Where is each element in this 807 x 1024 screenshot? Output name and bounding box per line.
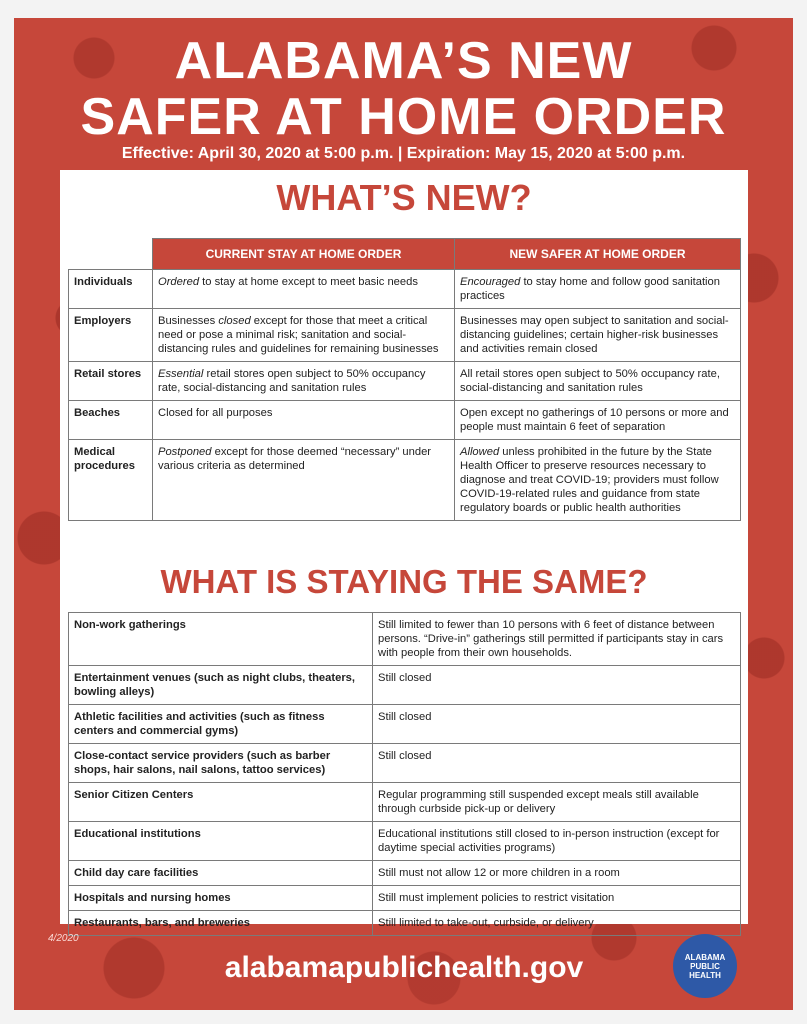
cell-text: All retail stores open subject to 50% occupancy rate, social-distancing and sanitation rules xyxy=(460,368,720,394)
new-order-cell xyxy=(455,309,741,362)
whats-new-heading: WHAT’S NEW? xyxy=(276,177,532,218)
new-order-cell xyxy=(455,270,741,309)
row-value: Still closed xyxy=(373,744,741,783)
row-value: Regular programming still suspended except meals still available through curbside pick-up or delivery xyxy=(373,783,741,822)
row-value: Still closed xyxy=(373,666,741,705)
table-row xyxy=(69,886,741,911)
row-value: Still must implement policies to restrict visitation xyxy=(373,886,741,911)
row-label: Restaurants, bars, and breweries xyxy=(69,911,373,936)
column-header-new: NEW SAFER AT HOME ORDER xyxy=(455,239,741,270)
whats-new-table xyxy=(68,238,741,521)
row-label: Educational institutions xyxy=(69,822,373,861)
table-row xyxy=(69,362,741,401)
cell-text: to stay at home except to meet basic needs xyxy=(199,276,418,288)
staying-same-heading: WHAT IS STAYING THE SAME? xyxy=(160,563,648,600)
row-label: Medical procedures xyxy=(69,440,153,521)
cell-text: Open except no gatherings of 10 persons or more and people must maintain 6 feet of separation xyxy=(460,407,729,433)
table-row xyxy=(69,911,741,936)
cell-text: Businesses xyxy=(158,315,219,327)
table-header-row xyxy=(69,239,741,270)
current-order-cell xyxy=(153,362,455,401)
row-label: Senior Citizen Centers xyxy=(69,783,373,822)
title-line-1: ALABAMA’S NEW xyxy=(174,32,633,90)
row-label: Non-work gatherings xyxy=(69,613,373,666)
cell-text: except for those that meet a critical need or pose a minimal risk; sanitation and social-distancing rules and guidelines for remaining businesses xyxy=(158,315,439,355)
whats-new-rows xyxy=(69,270,741,521)
cell-text: Businesses may open subject to sanitation and social-distancing guidelines; certain higher-risk businesses and activities remain closed xyxy=(460,315,729,355)
current-order-cell xyxy=(153,309,455,362)
table-row xyxy=(69,613,741,666)
row-label: Close-contact service providers (such as barber shops, hair salons, nail salons, tattoo services) xyxy=(69,744,373,783)
alabama-public-health-logo xyxy=(673,934,737,998)
cell-text: retail stores open subject to 50% occupancy rate, social-distancing and sanitation rules xyxy=(158,368,426,394)
emphasis-text: Allowed xyxy=(460,446,500,458)
new-order-cell xyxy=(455,362,741,401)
effective-dates: Effective: April 30, 2020 at 5:00 p.m. | Expiration: May 15, 2020 at 5:00 p.m. xyxy=(121,145,686,162)
table-row xyxy=(69,783,741,822)
title-line-2: SAFER AT HOME ORDER xyxy=(80,88,727,146)
table-row xyxy=(69,440,741,521)
cell-text: unless prohibited in the future by the State Health Officer to preserve resources necessary to diagnose and treat COVID-19; providers must follow COVID-19-related rules and guidance from state regulatory boards or public health authorities xyxy=(460,446,719,514)
emphasis-text: Ordered xyxy=(158,276,200,288)
row-label: Hospitals and nursing homes xyxy=(69,886,373,911)
new-order-cell xyxy=(455,440,741,521)
row-value: Still limited to fewer than 10 persons with 6 feet of distance between persons. “Drive-in” gatherings still permitted if participants stay in cars with people from their own households. xyxy=(373,613,741,666)
current-order-cell xyxy=(153,440,455,521)
website-link[interactable]: alabamapublichealth.gov xyxy=(224,951,584,984)
row-label: Athletic facilities and activities (such as fitness centers and commercial gyms) xyxy=(69,705,373,744)
cell-text: except for those deemed “necessary” under various criteria as determined xyxy=(158,446,432,472)
row-value: Still must not allow 12 or more children in a room xyxy=(373,861,741,886)
table-row xyxy=(69,861,741,886)
row-label: Individuals xyxy=(69,270,153,309)
poster xyxy=(14,18,793,1010)
table-row xyxy=(69,744,741,783)
table-row xyxy=(69,822,741,861)
current-order-cell xyxy=(153,401,455,440)
table-row xyxy=(69,401,741,440)
row-label: Employers xyxy=(69,309,153,362)
row-label: Beaches xyxy=(69,401,153,440)
row-value: Educational institutions still closed to in-person instruction (except for daytime special activities programs) xyxy=(373,822,741,861)
row-value: Still limited to take-out, curbside, or delivery xyxy=(373,911,741,936)
row-label: Child day care facilities xyxy=(69,861,373,886)
table-row xyxy=(69,666,741,705)
cell-text: to stay home and follow good sanitation practices xyxy=(460,276,720,302)
logo-line-2: PUBLIC xyxy=(690,961,720,971)
row-label: Retail stores xyxy=(69,362,153,401)
emphasis-text: Essential xyxy=(158,368,204,380)
emphasis-text: Encouraged xyxy=(460,276,521,288)
logo-line-3: HEALTH xyxy=(689,970,721,980)
content-card xyxy=(60,170,748,929)
blank-header xyxy=(69,239,153,270)
column-header-current: CURRENT STAY AT HOME ORDER xyxy=(153,239,455,270)
cell-text: Closed for all purposes xyxy=(158,407,273,419)
emphasis-text: Postponed xyxy=(158,446,212,458)
table-row xyxy=(69,309,741,362)
logo-line-1: ALABAMA xyxy=(684,952,726,962)
emphasis-text: closed xyxy=(218,315,251,327)
staying-same-table xyxy=(68,612,741,936)
table-row xyxy=(69,270,741,309)
new-order-cell xyxy=(455,401,741,440)
staying-same-rows xyxy=(69,613,741,936)
row-value: Still closed xyxy=(373,705,741,744)
row-label: Entertainment venues (such as night clubs, theaters, bowling alleys) xyxy=(69,666,373,705)
print-date: 4/2020 xyxy=(48,933,79,944)
current-order-cell xyxy=(153,270,455,309)
table-row xyxy=(69,705,741,744)
